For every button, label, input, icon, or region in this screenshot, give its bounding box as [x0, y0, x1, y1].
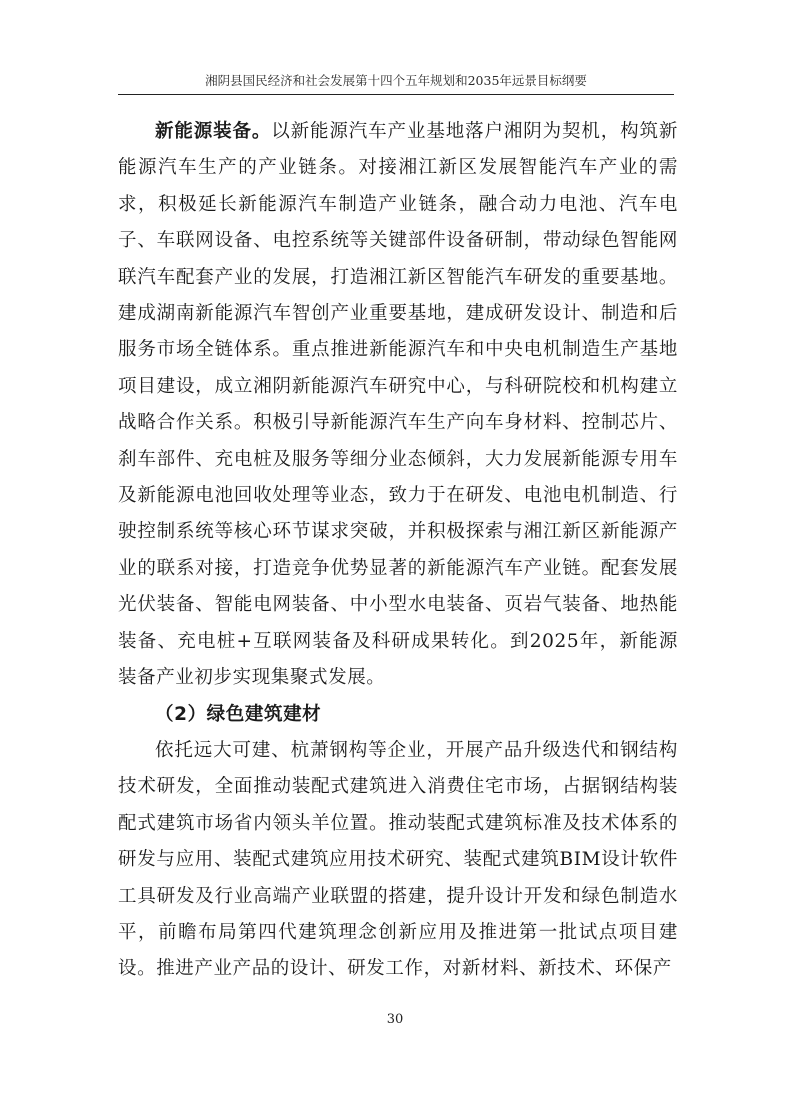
- paragraph-new-energy-equipment: [118, 114, 678, 697]
- page-number: 30: [386, 1012, 404, 1027]
- paragraph-lead-term: 新能源装备。: [155, 121, 272, 142]
- paragraph-text: 依托远大可建、杭萧钢构等企业，开展产品升级迭代和钢结构技术研发，全面推动装配式建筑进入消费住宅市场，占据钢结构装配式建筑市场省内领头羊位置。推动装配式建筑标准及技术体系的研发与应用、装配式建筑应用技术研究、装配式建筑BIM设计软件工具研发及行业高端产业联盟的搭建，提升设计开发和绿色制造水平，前瞻布局第四代建筑理念创新应用及推进第一批试点项目建设。推进产业产品的设计、研发工作，对新材料、新技术、环保产: [118, 739, 678, 980]
- running-header: 湘阴县国民经济和社会发展第十四个五年规划和2035年远景目标纲要: [118, 72, 674, 95]
- paragraph-text: 以新能源汽车产业基地落户湘阴为契机，构筑新能源汽车生产的产业链条。对接湘江新区发展智能汽车产业的需求，积极延长新能源汽车制造产业链条，融合动力电池、汽车电子、车联网设备、电控系统等关键部件设备研制，带动绿色智能网联汽车配套产业的发展，打造湘江新区智能汽车研发的重要基地。建成湖南新能源汽车智创产业重要基地，建成研发设计、制造和后服务市场全链体系。重点推进新能源汽车和中央电机制造生产基地项目建设，成立湘阴新能源汽车研究中心，与科研院校和机构建立战略合作关系。积极引导新能源汽车生产向车身材料、控制芯片、刹车部件、充电桩及服务等细分业态倾斜，大力发展新能源专用车及新能源电池回收处理等业态，致力于在研发、电池电机制造、行驶控制系统等核心环节谋求突破，并积极探索与湘江新区新能源产业的联系对接，打造竞争优势显著的新能源汽车产业链。配套发展光伏装备、智能电网装备、中小型水电装备、页岩气装备、地热能装备、充电桩+互联网装备及科研成果转化。到2025年，新能源装备产业初步实现集聚式发展。: [118, 121, 678, 689]
- paragraph-green-building: [118, 733, 678, 988]
- document-body: [118, 114, 678, 988]
- section-heading: （2）绿色建筑建材: [155, 703, 322, 725]
